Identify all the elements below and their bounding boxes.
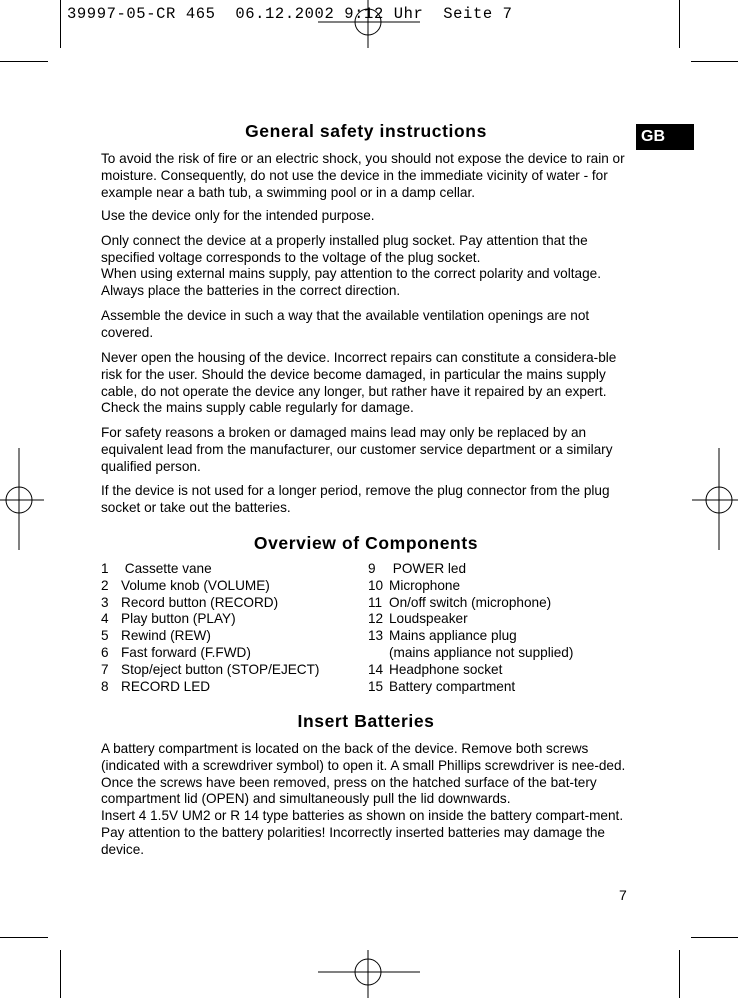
- component-number: 1: [101, 561, 109, 576]
- print-info: 39997-05-CR 465 06.12.2002 9:12 Uhr Seite 7: [67, 5, 513, 23]
- component-label: Play button (PLAY): [121, 611, 236, 627]
- component-number: 15: [368, 678, 384, 694]
- component-item: [368, 611, 633, 628]
- page-number: 7: [619, 887, 627, 903]
- component-label: Headphone socket: [389, 661, 503, 677]
- registration-mark-bottom-icon: [318, 950, 422, 998]
- component-item: [101, 645, 361, 662]
- crop-mark-top-right-h: [691, 61, 738, 62]
- components-list-left: [101, 561, 361, 695]
- component-number: 9: [368, 561, 376, 576]
- component-label: Stop/eject button (STOP/EJECT): [121, 661, 320, 677]
- component-label: Rewind (REW): [121, 628, 211, 644]
- component-item: [101, 611, 361, 628]
- component-item: [368, 595, 633, 612]
- component-number: 6: [101, 644, 109, 660]
- component-label: Volume knob (VOLUME): [121, 577, 270, 593]
- batteries-paragraph: Insert 4 1.5V UM2 or R 14 type batteries as shown on inside the battery compart-ment. Pay attention to the battery polarities! Incorrectly inserted batteries may damage the device.: [101, 808, 624, 857]
- component-number: 12: [368, 611, 384, 627]
- component-number: 14: [368, 661, 384, 677]
- crop-mark-bottom-right-h: [691, 937, 738, 938]
- crop-mark-bottom-left-h: [0, 937, 48, 938]
- components-list-right: [368, 561, 633, 695]
- component-number: 4: [101, 611, 109, 627]
- component-number: 10: [368, 577, 384, 593]
- component-item: [368, 645, 633, 662]
- safety-paragraph: Never open the housing of the device. Incorrect repairs can constitute a considera-ble risk for the user. Should the device become damaged, in particular the mains supply cable, do not operate the device any longer, but rather have it repaired by an expert. Check the mains supply cable regularly for damage.: [101, 350, 617, 416]
- crop-mark-bottom-right-v: [679, 950, 680, 998]
- crop-mark-top-right-v: [679, 0, 680, 48]
- component-number: 13: [368, 628, 384, 644]
- components-heading: Overview of Components: [253, 533, 479, 553]
- batteries-paragraph: A battery compartment is located on the back of the device. Remove both screws (indicated with a screwdriver symbol) to open it. A small Phillips screwdriver is nee-ded. Once the screws have been removed, press on the hatched surface of the bat-tery compartment lid (OPEN) and simultaneously pull the lid downwards.: [101, 741, 626, 807]
- registration-mark-left-icon: [0, 448, 46, 552]
- component-item: [101, 662, 361, 679]
- language-tab: GB: [636, 124, 694, 150]
- component-item: [101, 561, 361, 578]
- component-number: [368, 645, 389, 662]
- component-item: [368, 578, 633, 595]
- component-label: Loudspeaker: [389, 611, 468, 627]
- component-label: Battery compartment: [389, 678, 516, 694]
- component-label: (mains appliance not supplied): [389, 644, 574, 660]
- component-label: Mains appliance plug: [389, 628, 517, 644]
- component-number: 3: [101, 594, 109, 610]
- component-item: [368, 679, 633, 696]
- component-label: Fast forward (F.FWD): [121, 644, 251, 660]
- component-label: Microphone: [389, 577, 461, 593]
- safety-paragraph: To avoid the risk of fire or an electric shock, you should not expose the device to rain or moisture. Consequently, do not use the device in the immediate vicinity of water - for example near a bath tub, a swimming pool or in a damp cellar.: [101, 151, 625, 200]
- batteries-heading: Insert Batteries: [297, 711, 435, 731]
- component-item: [368, 662, 633, 679]
- crop-mark-top-left-v: [60, 0, 61, 48]
- component-item: [101, 595, 361, 612]
- component-item: [101, 679, 361, 696]
- safety-paragraph: When using external mains supply, pay attention to the correct polarity and voltage. Always place the batteries in the correct direction.: [101, 266, 601, 298]
- crop-mark-top-left-h: [0, 61, 48, 62]
- component-label: Cassette vane: [121, 561, 212, 576]
- safety-paragraph: Only connect the device at a properly installed plug socket. Pay attention that the specified voltage corresponds to the voltage of the plug socket.: [101, 233, 588, 265]
- component-number: 2: [101, 577, 109, 593]
- safety-paragraph: For safety reasons a broken or damaged mains lead may only be replaced by an equivalent lead from the manufacturer, our customer service department or a similary qualified person.: [101, 425, 613, 474]
- component-item: [368, 628, 633, 645]
- component-number: 11: [368, 594, 383, 610]
- component-label: On/off switch (microphone): [389, 594, 552, 610]
- component-label: RECORD LED: [121, 678, 211, 694]
- component-item: [101, 628, 361, 645]
- safety-heading: General safety instructions: [245, 121, 487, 141]
- component-item: [101, 578, 361, 595]
- component-number: 5: [101, 628, 109, 644]
- component-item: [368, 561, 633, 578]
- registration-mark-right-icon: [692, 448, 738, 552]
- registration-mark-top-icon: [318, 0, 422, 50]
- safety-paragraph: Use the device only for the intended purpose.: [101, 208, 375, 223]
- safety-paragraph: If the device is not used for a longer period, remove the plug connector from the plug socket or take out the batteries.: [101, 483, 610, 515]
- component-label: POWER led: [389, 561, 467, 576]
- crop-mark-bottom-left-v: [60, 950, 61, 998]
- safety-paragraph: Assemble the device in such a way that the available ventilation openings are not covered.: [101, 308, 590, 340]
- component-number: 7: [101, 661, 109, 677]
- component-label: Record button (RECORD): [121, 594, 279, 610]
- component-number: 8: [101, 678, 109, 694]
